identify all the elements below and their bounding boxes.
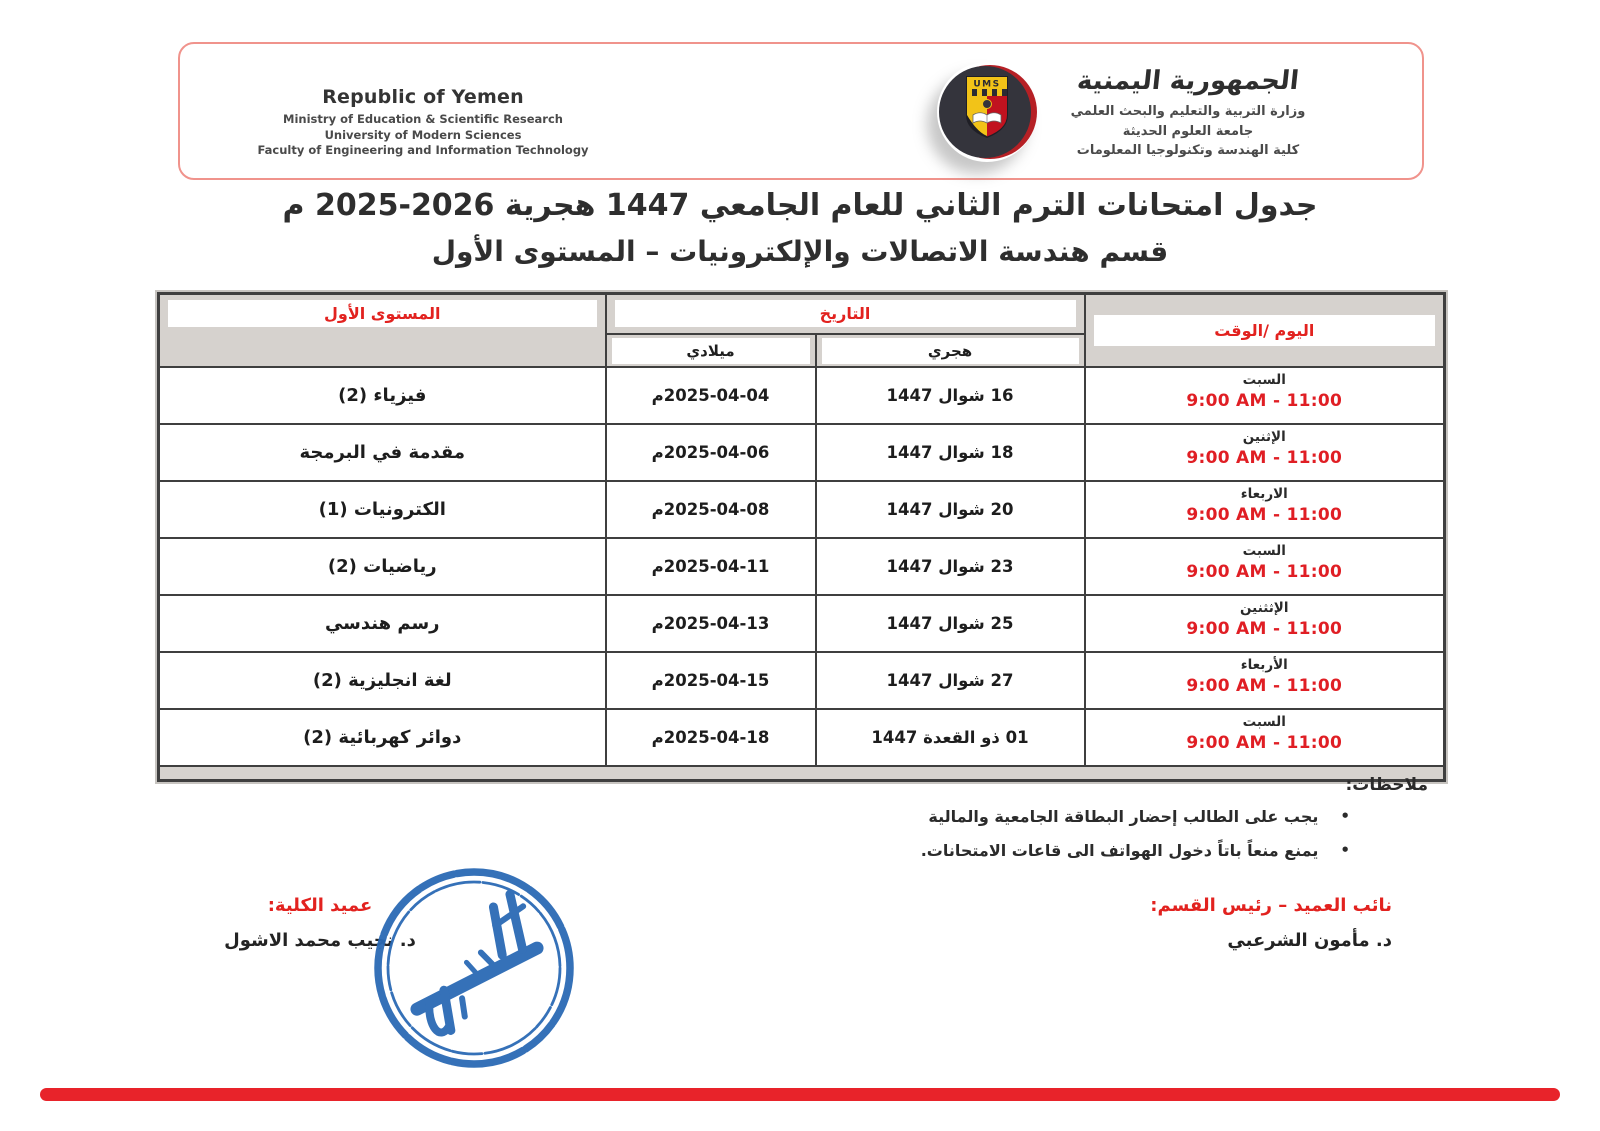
table-row — [159, 424, 1445, 481]
cell-subject: دوائر كهربائية (2) — [159, 709, 606, 766]
note-item — [908, 807, 1350, 827]
ministry-ar: وزارة التربية والتعليم والبحث العلمي — [1070, 104, 1306, 119]
document-title-block — [0, 188, 1600, 268]
cell-day-time — [1085, 538, 1445, 595]
dean-name: د. نجيب محمد الاشول — [224, 930, 416, 951]
exam-time: 9:00 AM - 11:00 — [1186, 505, 1343, 525]
note-item — [908, 841, 1350, 861]
letterhead-arabic-block — [978, 66, 1398, 161]
table-row — [159, 595, 1445, 652]
exam-schedule-table — [157, 292, 1446, 782]
exam-time: 9:00 AM - 11:00 — [1186, 391, 1343, 411]
table-row — [159, 538, 1445, 595]
exam-time: 9:00 AM - 11:00 — [1186, 733, 1343, 753]
cell-hijri: 01 ذو القعدة 1447 — [816, 709, 1085, 766]
footer-red-bar — [40, 1088, 1560, 1101]
stamp-icon — [366, 860, 582, 1076]
day-name: الإثنين — [1242, 429, 1286, 445]
exam-time: 9:00 AM - 11:00 — [1186, 676, 1343, 696]
cell-subject: فيزياء (2) — [159, 367, 606, 424]
day-name: السبت — [1242, 372, 1286, 388]
cell-subject: الكترونيات (1) — [159, 481, 606, 538]
cell-gregorian: 2025-04-18م — [606, 709, 816, 766]
header-day-time-label: اليوم /الوقت — [1094, 315, 1436, 346]
note-text: يجب على الطالب إحضار البطاقة الجامعية والمالية — [928, 807, 1319, 826]
day-name: الإثثنين — [1240, 600, 1289, 616]
cell-gregorian: 2025-04-08م — [606, 481, 816, 538]
letterhead-english-block — [198, 86, 648, 159]
day-name: الاربعاء — [1240, 486, 1288, 502]
vice-dean-role: نائب العميد – رئيس القسم: — [1150, 895, 1392, 916]
cell-hijri: 20 شوال 1447 — [816, 481, 1085, 538]
cell-day-time — [1085, 709, 1445, 766]
table-row — [159, 709, 1445, 766]
exam-time: 9:00 AM - 11:00 — [1186, 619, 1343, 639]
notes-heading: ملاحظات: — [1345, 775, 1428, 795]
ministry-en: Ministry of Education & Scientific Research — [283, 112, 563, 126]
day-name: السبت — [1242, 543, 1286, 559]
cell-day-time — [1085, 367, 1445, 424]
notes-list — [908, 807, 1350, 860]
cell-hijri: 16 شوال 1447 — [816, 367, 1085, 424]
header-hijri-label: هجري — [822, 338, 1079, 364]
day-name: الأربعاء — [1240, 657, 1288, 673]
day-name: السبت — [1242, 714, 1286, 730]
dean-role: عميد الكلية: — [267, 895, 373, 916]
header-hijri — [816, 334, 1085, 367]
cell-subject: مقدمة في البرمجة — [159, 424, 606, 481]
cell-hijri: 23 شوال 1447 — [816, 538, 1085, 595]
cell-day-time — [1085, 481, 1445, 538]
header-gregorian-label: ميلادي — [612, 338, 810, 364]
header-date-label: التاريخ — [615, 300, 1076, 327]
header-level — [159, 294, 606, 368]
document-subtitle: قسم هندسة الاتصالات والإلكترونيات – المستوى الأول — [431, 235, 1169, 268]
bullet-icon: • — [1340, 840, 1350, 859]
faculty-en: Faculty of Engineering and Information Technology — [257, 143, 589, 158]
document-title: جدول امتحانات الترم الثاني للعام الجامعي 1447 هجرية 2026-2025 م — [282, 188, 1318, 223]
faculty-ar: كلية الهندسة وتكنولوجيا المعلومات — [1076, 143, 1300, 158]
country-name-ar: الجمهورية اليمنية — [1075, 66, 1301, 96]
cell-hijri: 18 شوال 1447 — [816, 424, 1085, 481]
bullet-icon: • — [1340, 807, 1350, 825]
notes-section — [908, 775, 1428, 874]
university-ar: جامعة العلوم الحديثة — [1122, 123, 1254, 139]
cell-gregorian: 2025-04-15م — [606, 652, 816, 709]
cell-subject: رسم هندسي — [159, 595, 606, 652]
university-en: University of Modern Sciences — [324, 127, 522, 142]
vice-dean-signature-block — [972, 895, 1392, 951]
cell-gregorian: 2025-04-13م — [606, 595, 816, 652]
letterhead — [178, 42, 1424, 180]
table-row — [159, 652, 1445, 709]
cell-gregorian: 2025-04-06م — [606, 424, 816, 481]
vice-dean-name: د. مأمون الشرعبي — [1227, 930, 1392, 951]
logo-ums-text: UMS — [973, 79, 1001, 90]
cell-subject: لغة انجليزية (2) — [159, 652, 606, 709]
exam-time: 9:00 AM - 11:00 — [1186, 562, 1343, 582]
header-date-group — [606, 294, 1085, 335]
dean-stamp — [366, 860, 582, 1076]
table-row — [159, 367, 1445, 424]
cell-hijri: 27 شوال 1447 — [816, 652, 1085, 709]
note-text: يمنع منعاً باتاً دخول الهواتف الى قاعات الامتحانات. — [920, 840, 1319, 860]
country-name-en: Republic of Yemen — [322, 86, 524, 108]
cell-day-time — [1085, 595, 1445, 652]
cell-gregorian: 2025-04-11م — [606, 538, 816, 595]
exam-time: 9:00 AM - 11:00 — [1186, 448, 1343, 468]
header-day-time — [1085, 294, 1445, 368]
cell-subject: رياضيات (2) — [159, 538, 606, 595]
table-row — [159, 481, 1445, 538]
cell-gregorian: 2025-04-04م — [606, 367, 816, 424]
cell-day-time — [1085, 424, 1445, 481]
cell-hijri: 25 شوال 1447 — [816, 595, 1085, 652]
cell-day-time — [1085, 652, 1445, 709]
header-gregorian — [606, 334, 816, 367]
header-level-label: المستوى الأول — [168, 300, 597, 327]
